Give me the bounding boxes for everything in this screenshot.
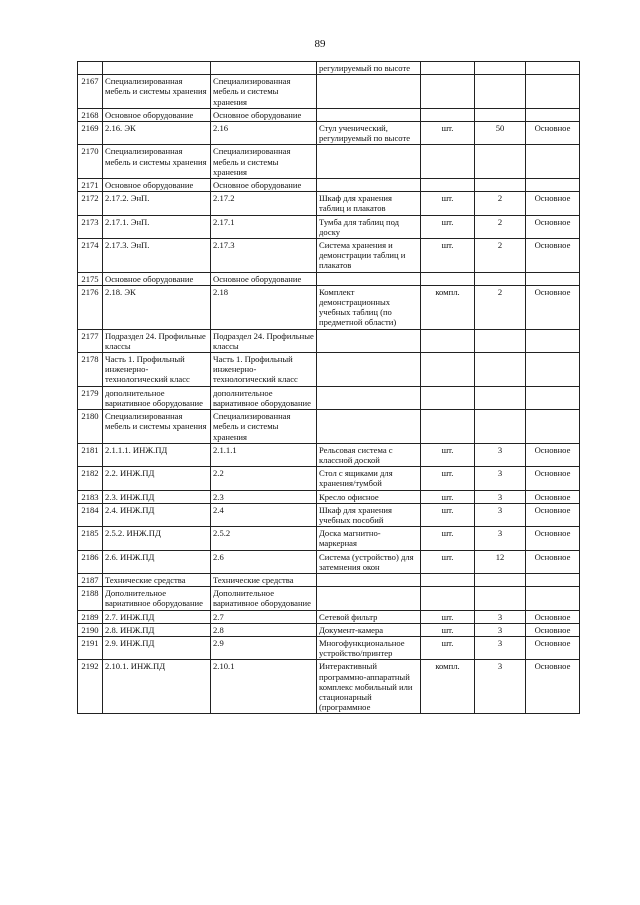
section-cell: 2.1.1.1 <box>211 443 317 466</box>
quantity-cell: 3 <box>475 660 526 714</box>
item-code-cell: 2.17.2. ЭнП. <box>103 192 211 215</box>
quantity-cell <box>475 410 526 444</box>
item-code-cell: 2.1.1.1. ИНЖ.ПД <box>103 443 211 466</box>
section-cell: 2.17.2 <box>211 192 317 215</box>
row-number-cell: 2179 <box>78 386 103 409</box>
unit-cell <box>421 108 475 121</box>
row-number-cell: 2178 <box>78 353 103 387</box>
table-row <box>78 239 580 273</box>
item-name-cell <box>317 386 421 409</box>
item-name-cell: Тумба для таблиц под доску <box>317 215 421 238</box>
item-name-cell: Документ-камера <box>317 623 421 636</box>
item-code-cell: 2.7. ИНЖ.ПД <box>103 610 211 623</box>
section-cell: 2.3 <box>211 490 317 503</box>
quantity-cell: 2 <box>475 239 526 273</box>
table-row <box>78 503 580 526</box>
item-code-cell: Технические средства <box>103 573 211 586</box>
row-number-cell: 2170 <box>78 145 103 179</box>
item-name-cell <box>317 587 421 610</box>
section-cell: Подраздел 24. Профильные классы <box>211 329 317 352</box>
item-code-cell: 2.17.3. ЭнП. <box>103 239 211 273</box>
quantity-cell <box>475 272 526 285</box>
equipment-type-cell <box>526 272 580 285</box>
quantity-cell <box>475 329 526 352</box>
table-row <box>78 443 580 466</box>
table-row <box>78 490 580 503</box>
quantity-cell <box>475 179 526 192</box>
unit-cell: шт. <box>421 623 475 636</box>
section-cell: Специализированная мебель и системы хранения <box>211 75 317 109</box>
row-number-cell: 2184 <box>78 503 103 526</box>
table-row <box>78 386 580 409</box>
item-code-cell: 2.17.1. ЭнП. <box>103 215 211 238</box>
quantity-cell: 2 <box>475 215 526 238</box>
row-number-cell: 2180 <box>78 410 103 444</box>
row-number-cell: 2176 <box>78 285 103 329</box>
equipment-type-cell: Основное <box>526 550 580 573</box>
section-cell: Основное оборудование <box>211 179 317 192</box>
unit-cell <box>421 145 475 179</box>
unit-cell: шт. <box>421 610 475 623</box>
item-code-cell: Специализированная мебель и системы хранения <box>103 410 211 444</box>
equipment-type-cell <box>526 573 580 586</box>
table-row <box>78 467 580 490</box>
table-row <box>78 550 580 573</box>
item-name-cell: Система (устройство) для затемнения окон <box>317 550 421 573</box>
item-code-cell: 2.18. ЭК <box>103 285 211 329</box>
table-row <box>78 329 580 352</box>
page-number: 89 <box>314 38 326 50</box>
quantity-cell <box>475 145 526 179</box>
item-name-cell: регулируемый по высоте <box>317 62 421 75</box>
table-row <box>78 272 580 285</box>
item-code-cell: Подраздел 24. Профильные классы <box>103 329 211 352</box>
item-code-cell: 2.6. ИНЖ.ПД <box>103 550 211 573</box>
item-name-cell: Сетевой фильтр <box>317 610 421 623</box>
item-code-cell: 2.16. ЭК <box>103 122 211 145</box>
item-code-cell: 2.5.2. ИНЖ.ПД <box>103 527 211 550</box>
quantity-cell: 3 <box>475 467 526 490</box>
item-code-cell: 2.3. ИНЖ.ПД <box>103 490 211 503</box>
item-name-cell: Шкаф для хранения таблиц и плакатов <box>317 192 421 215</box>
section-cell: 2.7 <box>211 610 317 623</box>
section-cell: 2.17.1 <box>211 215 317 238</box>
equipment-type-cell <box>526 587 580 610</box>
equipment-type-cell: Основное <box>526 215 580 238</box>
table-row <box>78 573 580 586</box>
quantity-cell <box>475 573 526 586</box>
row-number-cell: 2172 <box>78 192 103 215</box>
item-name-cell: Рельсовая система с классной доской <box>317 443 421 466</box>
table-row <box>78 660 580 714</box>
section-cell: 2.8 <box>211 623 317 636</box>
equipment-type-cell: Основное <box>526 636 580 659</box>
section-cell: Основное оборудование <box>211 108 317 121</box>
item-code-cell: Основное оборудование <box>103 108 211 121</box>
table-row <box>78 527 580 550</box>
section-cell: Технические средства <box>211 573 317 586</box>
row-number-cell: 2182 <box>78 467 103 490</box>
section-cell: 2.10.1 <box>211 660 317 714</box>
section-cell: Основное оборудование <box>211 272 317 285</box>
item-code-cell: Часть 1. Профильный инженерно-технологический класс <box>103 353 211 387</box>
item-name-cell <box>317 410 421 444</box>
table-row <box>78 587 580 610</box>
table-row <box>78 192 580 215</box>
section-cell <box>211 62 317 75</box>
item-name-cell: Интерактивный программно-аппаратный комплекс мобильный или стационарный (программное <box>317 660 421 714</box>
item-name-cell: Система хранения и демонстрации таблиц и плакатов <box>317 239 421 273</box>
table-row <box>78 636 580 659</box>
unit-cell <box>421 353 475 387</box>
item-name-cell: Стол с ящиками для хранения/тумбой <box>317 467 421 490</box>
row-number-cell: 2191 <box>78 636 103 659</box>
unit-cell: шт. <box>421 122 475 145</box>
item-name-cell <box>317 353 421 387</box>
equipment-type-cell: Основное <box>526 443 580 466</box>
equipment-type-cell <box>526 353 580 387</box>
equipment-type-cell <box>526 179 580 192</box>
section-cell: 2.17.3 <box>211 239 317 273</box>
row-number-cell: 2174 <box>78 239 103 273</box>
equipment-type-cell: Основное <box>526 503 580 526</box>
section-cell: 2.9 <box>211 636 317 659</box>
row-number-cell: 2171 <box>78 179 103 192</box>
section-cell: 2.2 <box>211 467 317 490</box>
table-row <box>78 353 580 387</box>
row-number-cell: 2185 <box>78 527 103 550</box>
equipment-type-cell: Основное <box>526 192 580 215</box>
quantity-cell: 3 <box>475 443 526 466</box>
row-number-cell: 2167 <box>78 75 103 109</box>
unit-cell <box>421 410 475 444</box>
item-name-cell <box>317 75 421 109</box>
equipment-type-cell: Основное <box>526 527 580 550</box>
equipment-type-cell <box>526 108 580 121</box>
item-name-cell: Доска магнитно-маркерная <box>317 527 421 550</box>
equipment-type-cell: Основное <box>526 122 580 145</box>
row-number-cell: 2186 <box>78 550 103 573</box>
unit-cell <box>421 587 475 610</box>
unit-cell: шт. <box>421 215 475 238</box>
quantity-cell: 3 <box>475 623 526 636</box>
section-cell: 2.6 <box>211 550 317 573</box>
quantity-cell <box>475 353 526 387</box>
row-number-cell: 2175 <box>78 272 103 285</box>
table-row <box>78 108 580 121</box>
equipment-type-cell: Основное <box>526 623 580 636</box>
equipment-type-cell: Основное <box>526 467 580 490</box>
equipment-table <box>77 61 580 714</box>
row-number-cell: 2187 <box>78 573 103 586</box>
quantity-cell <box>475 587 526 610</box>
row-number-cell: 2177 <box>78 329 103 352</box>
item-code-cell: 2.9. ИНЖ.ПД <box>103 636 211 659</box>
unit-cell <box>421 62 475 75</box>
row-number-cell <box>78 62 103 75</box>
row-number-cell: 2168 <box>78 108 103 121</box>
quantity-cell: 3 <box>475 490 526 503</box>
item-code-cell: 2.2. ИНЖ.ПД <box>103 467 211 490</box>
item-name-cell: Шкаф для хранения учебных пособий <box>317 503 421 526</box>
section-cell: 2.18 <box>211 285 317 329</box>
quantity-cell: 2 <box>475 192 526 215</box>
row-number-cell: 2173 <box>78 215 103 238</box>
quantity-cell <box>475 108 526 121</box>
equipment-type-cell: Основное <box>526 239 580 273</box>
quantity-cell: 3 <box>475 610 526 623</box>
unit-cell <box>421 272 475 285</box>
row-number-cell: 2181 <box>78 443 103 466</box>
quantity-cell: 2 <box>475 285 526 329</box>
item-code-cell: Дополнительное вариативное оборудование <box>103 587 211 610</box>
item-code-cell: 2.10.1. ИНЖ.ПД <box>103 660 211 714</box>
unit-cell: шт. <box>421 239 475 273</box>
table-row <box>78 75 580 109</box>
quantity-cell: 3 <box>475 503 526 526</box>
equipment-type-cell: Основное <box>526 610 580 623</box>
quantity-cell: 12 <box>475 550 526 573</box>
unit-cell: компл. <box>421 285 475 329</box>
equipment-type-cell <box>526 410 580 444</box>
unit-cell: компл. <box>421 660 475 714</box>
unit-cell <box>421 386 475 409</box>
item-code-cell: 2.8. ИНЖ.ПД <box>103 623 211 636</box>
section-cell: Специализированная мебель и системы хранения <box>211 410 317 444</box>
row-number-cell: 2189 <box>78 610 103 623</box>
item-name-cell: Кресло офисное <box>317 490 421 503</box>
section-cell: 2.16 <box>211 122 317 145</box>
equipment-type-cell <box>526 329 580 352</box>
table-row <box>78 145 580 179</box>
equipment-type-cell: Основное <box>526 285 580 329</box>
item-code-cell: Специализированная мебель и системы хранения <box>103 145 211 179</box>
item-name-cell <box>317 108 421 121</box>
unit-cell <box>421 179 475 192</box>
unit-cell: шт. <box>421 636 475 659</box>
row-number-cell: 2183 <box>78 490 103 503</box>
equipment-type-cell <box>526 75 580 109</box>
row-number-cell: 2169 <box>78 122 103 145</box>
quantity-cell: 3 <box>475 527 526 550</box>
table-body <box>78 62 580 714</box>
item-name-cell <box>317 573 421 586</box>
table-row <box>78 122 580 145</box>
section-cell: Дополнительное вариативное оборудование <box>211 587 317 610</box>
item-code-cell: 2.4. ИНЖ.ПД <box>103 503 211 526</box>
item-name-cell <box>317 329 421 352</box>
unit-cell: шт. <box>421 527 475 550</box>
unit-cell <box>421 75 475 109</box>
item-name-cell: Многофункциональное устройство/принтер <box>317 636 421 659</box>
unit-cell: шт. <box>421 192 475 215</box>
item-name-cell <box>317 179 421 192</box>
quantity-cell: 3 <box>475 636 526 659</box>
table-row <box>78 179 580 192</box>
table-row <box>78 410 580 444</box>
item-code-cell: Специализированная мебель и системы хранения <box>103 75 211 109</box>
equipment-type-cell: Основное <box>526 660 580 714</box>
table-row <box>78 623 580 636</box>
quantity-cell <box>475 386 526 409</box>
unit-cell: шт. <box>421 490 475 503</box>
section-cell: Часть 1. Профильный инженерно-технологический класс <box>211 353 317 387</box>
section-cell: 2.4 <box>211 503 317 526</box>
equipment-type-cell <box>526 386 580 409</box>
row-number-cell: 2188 <box>78 587 103 610</box>
table-row <box>78 62 580 75</box>
table-row <box>78 215 580 238</box>
item-code-cell: Основное оборудование <box>103 179 211 192</box>
item-name-cell: Комплект демонстрационных учебных таблиц (по предметной области) <box>317 285 421 329</box>
item-code-cell: дополнительное вариативное оборудование <box>103 386 211 409</box>
unit-cell <box>421 329 475 352</box>
quantity-cell <box>475 62 526 75</box>
unit-cell: шт. <box>421 443 475 466</box>
equipment-type-cell <box>526 145 580 179</box>
unit-cell <box>421 573 475 586</box>
item-name-cell: Стул ученический, регулируемый по высоте <box>317 122 421 145</box>
row-number-cell: 2192 <box>78 660 103 714</box>
unit-cell: шт. <box>421 503 475 526</box>
row-number-cell: 2190 <box>78 623 103 636</box>
unit-cell: шт. <box>421 467 475 490</box>
section-cell: 2.5.2 <box>211 527 317 550</box>
table-row <box>78 610 580 623</box>
unit-cell: шт. <box>421 550 475 573</box>
table-row <box>78 285 580 329</box>
quantity-cell: 50 <box>475 122 526 145</box>
section-cell: Специализированная мебель и системы хранения <box>211 145 317 179</box>
item-name-cell <box>317 272 421 285</box>
quantity-cell <box>475 75 526 109</box>
item-name-cell <box>317 145 421 179</box>
equipment-type-cell <box>526 62 580 75</box>
item-code-cell <box>103 62 211 75</box>
section-cell: дополнительное вариативное оборудование <box>211 386 317 409</box>
equipment-type-cell: Основное <box>526 490 580 503</box>
item-code-cell: Основное оборудование <box>103 272 211 285</box>
